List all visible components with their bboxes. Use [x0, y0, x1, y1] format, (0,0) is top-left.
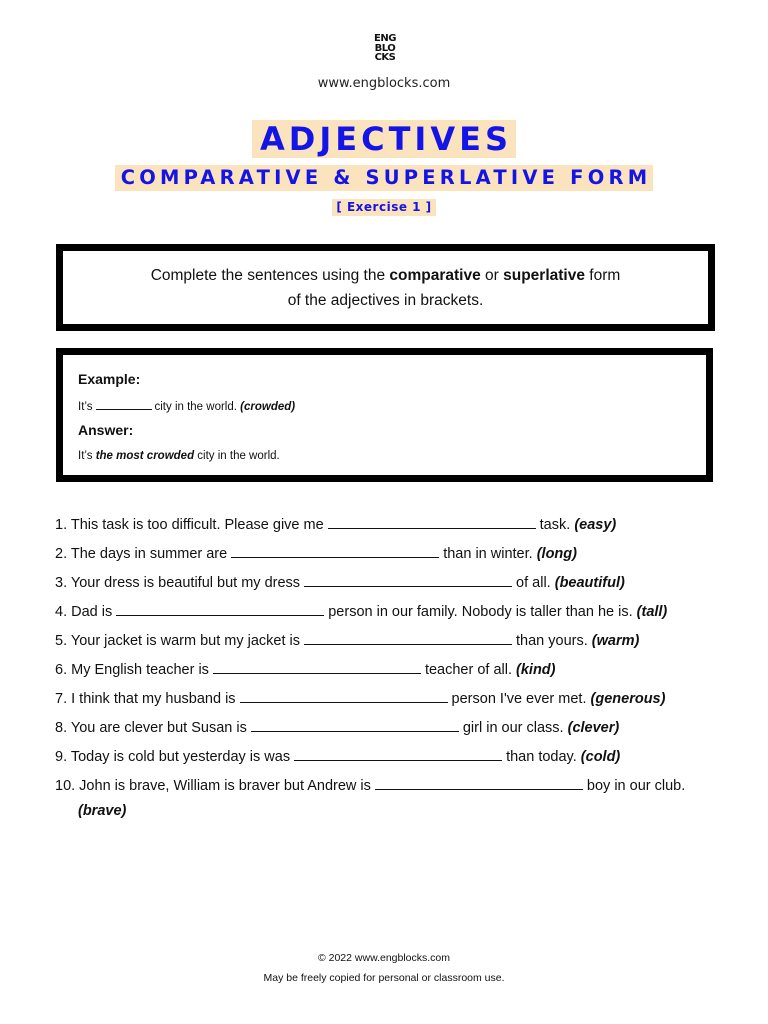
- site-url: www.engblocks.com: [317, 76, 451, 91]
- instr-line-2: of the adjectives in brackets.: [287, 291, 484, 309]
- instr-part-2: or: [480, 266, 504, 284]
- answer-pre: It’s: [78, 450, 96, 462]
- question-text-after: than today.: [506, 749, 577, 765]
- example-pre: It’s: [78, 401, 93, 413]
- question-1: [55, 513, 715, 542]
- exercise-label: [ Exercise 1 ]: [332, 199, 435, 216]
- question-text: 3. Your dress is beautiful but my dress: [55, 575, 301, 591]
- engblocks-logo: [369, 34, 401, 63]
- question-text-after: task.: [539, 517, 571, 533]
- answer-blank[interactable]: [251, 716, 459, 732]
- question-6: [55, 658, 715, 687]
- footer-note: May be freely copied for personal or classroom use.: [263, 972, 505, 984]
- example-post: city in the world.: [154, 401, 237, 413]
- question-text-after: person I've ever met.: [451, 691, 587, 707]
- question-4: [55, 600, 715, 629]
- example-hint: (crowded): [240, 401, 296, 413]
- question-text: 10. John is brave, William is braver but Andrew is: [55, 778, 371, 794]
- answer-blank[interactable]: [375, 774, 583, 790]
- instr-part-3: form: [584, 266, 621, 284]
- page-subtitle: COMPARATIVE & SUPERLATIVE FORM: [115, 165, 654, 191]
- question-2: [55, 542, 715, 571]
- question-text: 4. Dad is: [55, 604, 113, 620]
- instructions-box: [56, 244, 715, 331]
- example-sentence: [78, 399, 295, 413]
- answer-blank[interactable]: [304, 571, 512, 587]
- question-text-after: than yours.: [516, 633, 588, 649]
- question-text-after: than in winter.: [443, 546, 533, 562]
- question-8: [55, 716, 715, 745]
- question-hint: (warm): [591, 633, 640, 649]
- question-hint: (clever): [567, 720, 620, 736]
- logo-line-1: ENG: [374, 33, 396, 44]
- question-10: [55, 774, 715, 819]
- example-box: [56, 348, 713, 482]
- answer-blank[interactable]: [231, 542, 439, 558]
- instr-bold-superlative: superlative: [503, 266, 585, 284]
- answer-blank[interactable]: [240, 687, 448, 703]
- question-text-after: girl in our class.: [462, 720, 564, 736]
- example-blank: [96, 399, 152, 410]
- question-text: 1. This task is too difficult. Please give me: [55, 517, 324, 533]
- question-3: [55, 571, 715, 600]
- answer-bold: the most crowded: [95, 450, 195, 462]
- answer-blank[interactable]: [294, 745, 502, 761]
- footer-copyright: © 2022 www.engblocks.com: [317, 952, 451, 964]
- question-text: 6. My English teacher is: [55, 662, 209, 678]
- question-9: [55, 745, 715, 774]
- instructions-text: [151, 263, 621, 313]
- answer-blank[interactable]: [304, 629, 512, 645]
- question-hint: (kind): [516, 662, 556, 678]
- logo-line-2: BLO: [374, 42, 396, 54]
- answer-blank[interactable]: [116, 600, 324, 616]
- answer-blank[interactable]: [213, 658, 421, 674]
- question-hint: (cold): [580, 749, 621, 765]
- answer-label: Answer:: [78, 422, 134, 438]
- question-hint: (tall): [636, 604, 668, 620]
- question-text: 8. You are clever but Susan is: [55, 720, 247, 736]
- question-text: 5. Your jacket is warm but my jacket is: [55, 633, 300, 649]
- question-hint: (beautiful): [554, 575, 625, 591]
- instr-part-1: Complete the sentences using the: [150, 266, 390, 284]
- question-text: 9. Today is cold but yesterday is was: [55, 749, 291, 765]
- example-label: Example:: [78, 371, 141, 387]
- answer-post: city in the world.: [194, 450, 280, 462]
- question-text-after: teacher of all.: [424, 662, 512, 678]
- question-text-after: person in our family. Nobody is taller than he is.: [328, 604, 633, 620]
- question-text-after: boy in our club.: [586, 778, 686, 794]
- question-text: 7. I think that my husband is: [55, 691, 236, 707]
- question-text: 2. The days in summer are: [55, 546, 228, 562]
- question-7: [55, 687, 715, 716]
- question-hint: (brave): [78, 803, 127, 819]
- question-text-after: of all.: [516, 575, 551, 591]
- question-5: [55, 629, 715, 658]
- logo-line-3: CKS: [374, 52, 396, 63]
- question-hint: (long): [536, 546, 577, 562]
- answer-sentence: [78, 450, 280, 462]
- page-title: ADJECTIVES: [252, 120, 516, 158]
- answer-blank[interactable]: [328, 513, 536, 529]
- instr-bold-comparative: comparative: [389, 266, 481, 284]
- exercise-list: [55, 513, 715, 819]
- question-hint: (generous): [590, 691, 666, 707]
- question-hint: (easy): [574, 517, 617, 533]
